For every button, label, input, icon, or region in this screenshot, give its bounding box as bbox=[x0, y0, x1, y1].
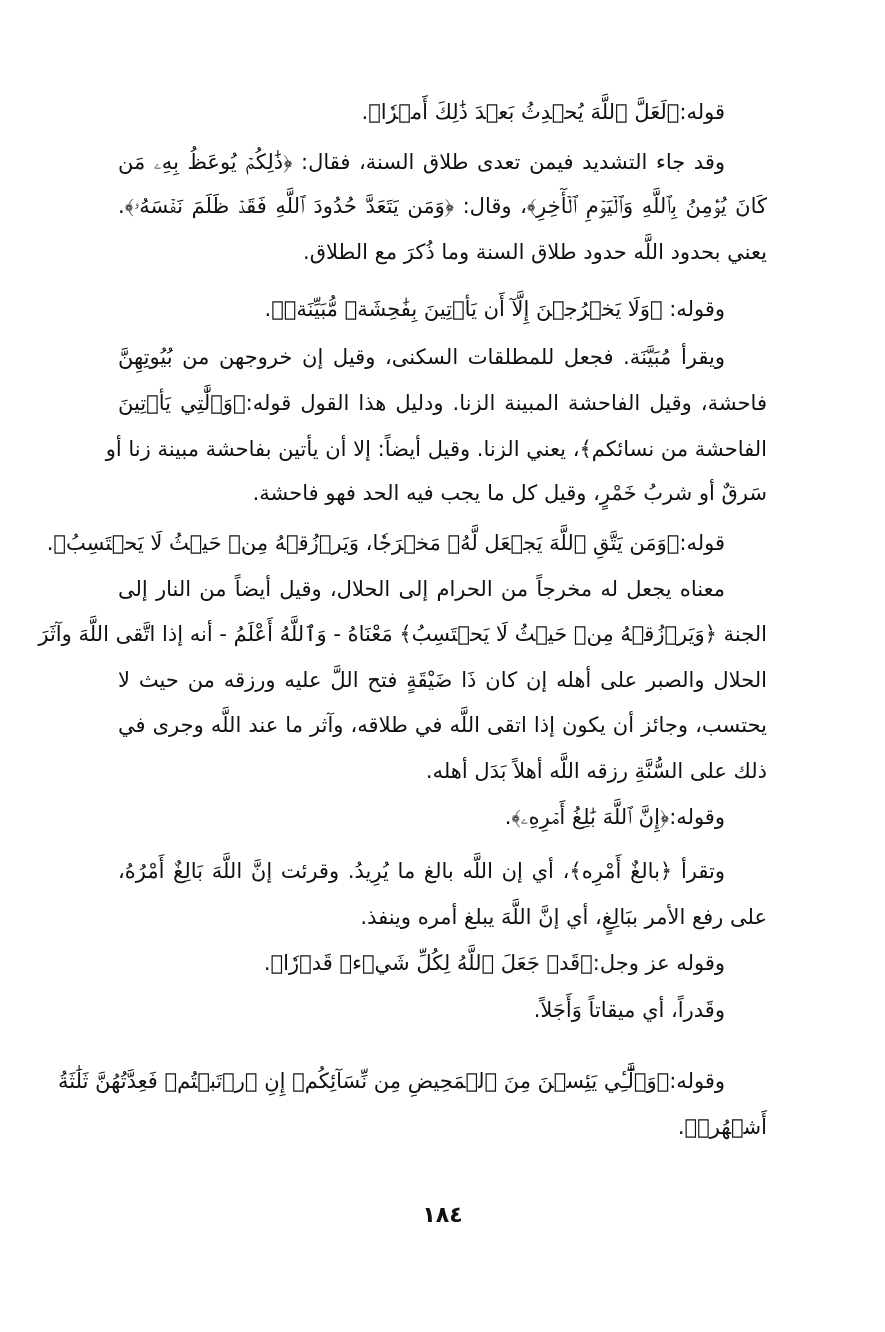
text-line-11: معناه يجعل له مخرجاً من الحرام إلى الحلال، وقيل أيضاً من النار إلى bbox=[118, 577, 725, 601]
text-line-17: وتقرأ ﴿بالغٌ أَمْرِه﴾، أي إن اللَّه بالغ ما يُرِيدُ. وقرئت إنَّ اللَّهَ بَالِغٌ أَمْرُهُ، bbox=[118, 859, 725, 883]
text-line-16: وقوله:﴿إِنَّ ٱللَّهَ بَٰلِغُ أَمۡرِهِۦ﴾. bbox=[504, 805, 725, 829]
text-line-22: أَشۡهُرٖ﴾. bbox=[677, 1115, 767, 1139]
text-line-2: وقد جاء التشديد فيمن تعدى طلاق السنة، فقال: ﴿ذَٰلِكُمۡ يُوعَظُ بِهِۦ مَن bbox=[118, 150, 725, 174]
text-line-19: وقوله عز وجل:﴿قَدۡ جَعَلَ ٱللَّهُ لِكُلِّ شَيۡءٖ قَدۡرٗا﴾. bbox=[263, 951, 725, 975]
text-line-21: وقوله:﴿وَٱلَّٰٓـِٔي يَئِسۡنَ مِنَ ٱلۡمَحِيضِ مِن نِّسَآئِكُمۡ إِنِ ٱرۡتَبۡتُمۡ فَعِدَّتُهُنَّ ثَلَٰثَةُ bbox=[58, 1069, 725, 1093]
text-line-13: الحلال والصبر على أهله إن كان ذَا ضَيْقَةٍ فتح اللَّ عليه ورزقه من حيث لا bbox=[118, 668, 767, 692]
text-line-15: ذلك على السُّنَّةِ رزقه اللَّه أهلاً بَدَل أهله. bbox=[425, 759, 767, 783]
text-line-10: قوله:﴿وَمَن يَتَّقِ ٱللَّهَ يَجۡعَل لَّهُۥ مَخۡرَجٗا، وَيَرۡزُقۡهُ مِنۡ حَيۡثُ لَا يَحۡتَسِبُ﴾. bbox=[46, 531, 725, 555]
text-line-18: على رفع الأمر ببَالِغٍ، أي إنَّ اللَّهَ يبلغ أمره وينفذ. bbox=[360, 905, 767, 929]
page-number: ١٨٤ bbox=[422, 1203, 463, 1228]
text-line-9: سَرقٌ أو شربُ خَمْرٍ، وقيل كل ما يجب فيه الحد فهو فاحشة. bbox=[252, 481, 767, 505]
text-line-3: كَانَ يُؤۡمِنُ بِٱللَّهِ وَٱلۡيَوۡمِ ٱلۡأٓخِرِ﴾، وقال: ﴿وَمَن يَتَعَدَّ حُدُودَ ٱللَّهِ فَقَدۡ ظَلَمَ نَفۡسَهُۥ﴾. bbox=[118, 194, 767, 218]
text-line-20: وقَدراً، أي ميقاتاً وَأَجَلاً. bbox=[533, 998, 725, 1022]
text-line-14: يحتسب، وجائز أن يكون إذا اتقى اللَّه في طلاقه، وآثر ما عند اللَّه وجرى في bbox=[118, 713, 767, 737]
text-line-1: قوله:﴿لَعَلَّ ٱللَّهَ يُحۡدِثُ بَعۡدَ ذَٰلِكَ أَمۡرٗا﴾. bbox=[361, 100, 725, 124]
text-line-5: وقوله: ﴿وَلَا يَخۡرُجۡنَ إِلَّآ أَن يَأۡتِينَ بِفَٰحِشَةٖ مُّبَيِّنَةٖ﴾. bbox=[264, 297, 725, 321]
text-line-4: يعني بحدود اللَّه حدود طلاق السنة وما ذُكرَ مع الطلاق. bbox=[303, 240, 767, 264]
text-line-8: الفاحشة من نسائكم﴾، يعني الزنا. وقيل أيضاً: إلا أن يأتين بفاحشة مبينة زنا أو bbox=[105, 437, 767, 461]
text-line-6: ويقرأ مُبَيَّنَة. فجعل للمطلقات السكنى، وقيل إن خروجهن من بُيُوتِهِنَّ bbox=[118, 345, 725, 369]
text-line-7: فاحشة، وقيل الفاحشة المبينة الزنا. ودليل هذا القول قوله:﴿وَٱلَّٰتِي يَأۡتِينَ bbox=[118, 391, 767, 415]
text-line-12: الجنة ﴿وَيَرۡزُقۡهُ مِنۡ حَيۡثُ لَا يَحۡتَسِبُ﴾ مَعْنَاهُ - وَٱللَّهُ أَعْلَمُ - أنه إذا اتَّقى اللَّهَ وآثَرَ bbox=[38, 622, 767, 646]
